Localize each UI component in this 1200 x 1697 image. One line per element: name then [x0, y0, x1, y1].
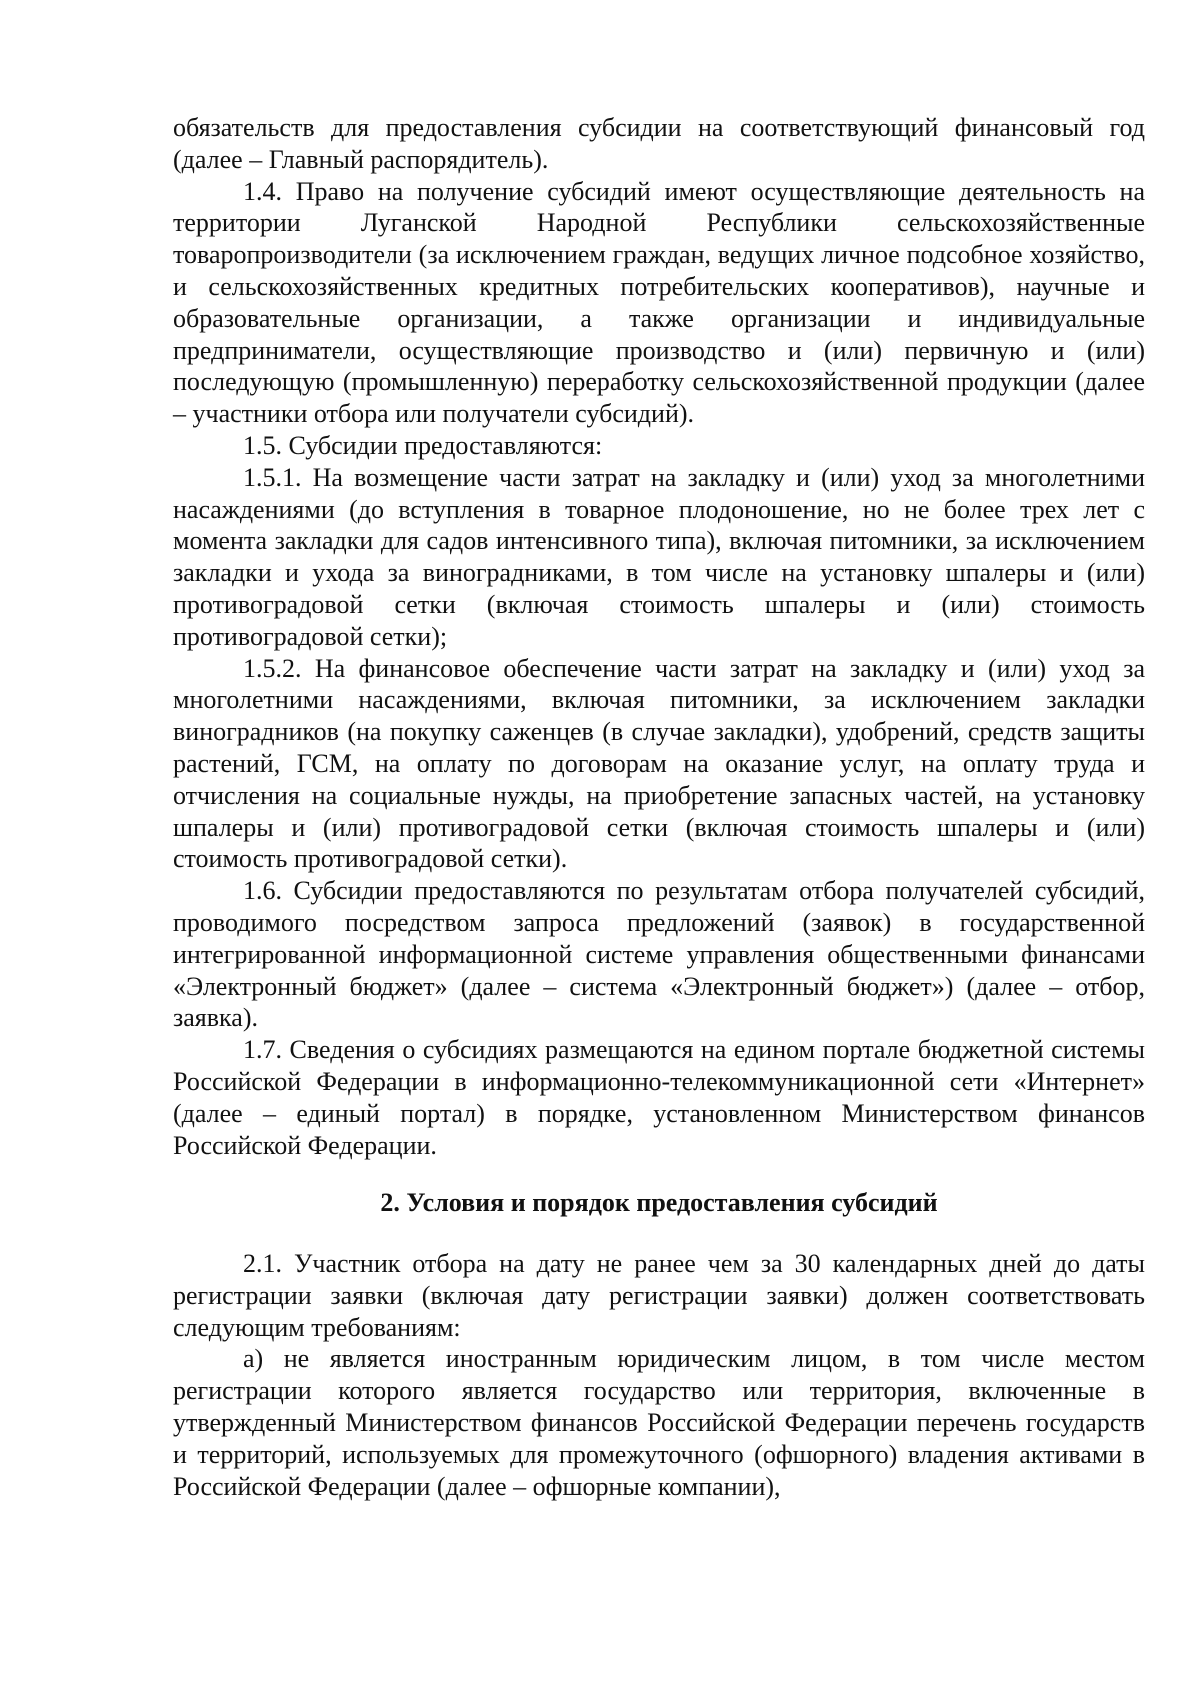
paragraph-1-5: 1.5. Субсидии предоставляются: — [243, 430, 603, 460]
paragraph-continuation: обязательств для предоставления субсидии на соответствующий финансовый год (далее – Главный распорядитель). — [173, 113, 1145, 174]
paragraph-1-7: 1.7. Сведения о субсидиях размещаются на едином портале бюджетной системы Российской Федерации в информационно-телекоммуникационной сети «Интернет» (далее – единый портал) в порядке, установленном Министерством финансов Российской Федерации. — [173, 1035, 1145, 1160]
paragraph-1-6: 1.6. Субсидии предоставляются по результатам отбора получателей субсидий, проводимого посредством запроса предложений (заявок) в государственной интегрированной информационной системе управления общественными финансами «Электронный бюджет» (далее – система «Электронный бюджет») (далее – отбор, заявка). — [173, 876, 1145, 1033]
document-page — [173, 112, 1145, 1502]
paragraph-1-5-1: 1.5.1. На возмещение части затрат на закладку и (или) уход за многолетними насаждениями (до вступления в товарное плодоношение, но не более трех лет с момента закладки для садов интенсивного типа), включая питомники, за исключением закладки и ухода за виноградниками, в том числе на установку шпалеры и (или) противоградовой сетки (включая стоимость шпалеры и (или) стоимость противоградовой сетки); — [173, 462, 1145, 651]
paragraph-1-5-2: 1.5.2. На финансовое обеспечение части затрат на закладку и (или) уход за многолетними насаждениями, включая питомники, за исключением закладки виноградников (на покупку саженцев (в случае закладки), удобрений, средств защиты растений, ГСМ, на оплату по договорам на оказание услуг, на оплату труда и отчисления на социальные нужды, на приобретение запасных частей, на установку шпалеры и (или) противоградовой сетки (включая стоимость шпалеры и (или) стоимость противоградовой сетки). — [173, 653, 1145, 874]
paragraph-2-1: 2.1. Участник отбора на дату не ранее чем за 30 календарных дней до даты регистрации заявки (включая дату регистрации заявки) должен соответствовать следующим требованиям: — [173, 1249, 1145, 1342]
section-heading: 2. Условия и порядок предоставления субсидий — [380, 1188, 938, 1218]
paragraph-2-1-a: а) не является иностранным юридическим лицом, в том числе местом регистрации которого является государство или территория, включенные в утвержденный Министерством финансов Российской Федерации перечень государств и территорий, используемых для промежуточного (офшорного) владения активами в Российской Федерации (далее – офшорные компании), — [173, 1344, 1145, 1501]
paragraph-1-4: 1.4. Право на получение субсидий имеют осуществляющие деятельность на территории Луганской Народной Республики сельскохозяйственные товаропроизводители (за исключением граждан, ведущих личное подсобное хозяйство, и сельскохозяйственных кредитных потребительских кооперативов), научные и образовательные организации, а также организации и индивидуальные предприниматели, осуществляющие производство и (или) первичную и (или) последующую (промышленную) переработку сельскохозяйственной продукции (далее – участники отбора или получатели субсидий). — [173, 176, 1145, 429]
